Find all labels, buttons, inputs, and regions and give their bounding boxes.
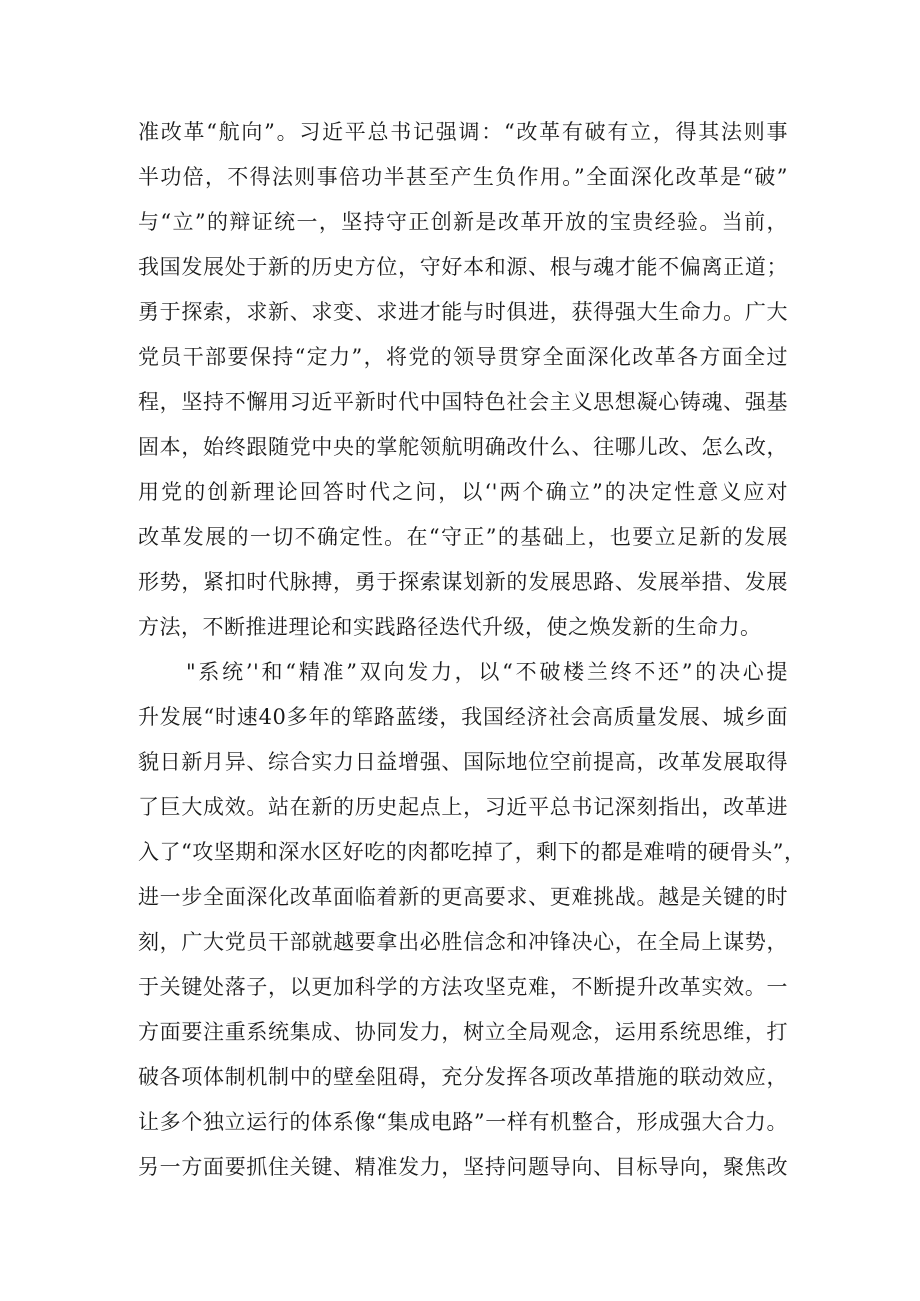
text-line: 方面要注重系统集成、协同发力，树立全局观念，运用系统思维，打 [138, 1020, 788, 1044]
text-line: 与“立”的辩证统一，坚持守正创新是改革开放的宝贵经验。当前， [138, 210, 788, 234]
text-line: 勇于探索，求新、求变、求进才能与时俱进，获得强大生命力。广大 [138, 300, 788, 324]
text-line: 升发展“时速40多年的筚路蓝缕，我国经济社会高质量发展、城乡面 [138, 705, 788, 729]
text-line: 方法，不断推进理论和实践路径迭代升级，使之焕发新的生命力。 [138, 615, 762, 639]
text-line: 党员干部要保持“定力”，将党的领导贯穿全面深化改革各方面全过 [138, 345, 788, 369]
text-line: 形势，紧扣时代脉搏，勇于探索谋划新的发展思路、发展举措、发展 [138, 570, 788, 594]
text-line: 程，坚持不懈用习近平新时代中国特色社会主义思想凝心铸魂、强基 [138, 390, 788, 414]
text-line: 准改革“航向”。习近平总书记强调：“改革有破有立，得其法则事 [138, 120, 788, 144]
body-text [138, 110, 806, 1190]
text-line: 改革发展的一切不确定性。在“守正”的基础上，也要立足新的发展 [138, 525, 788, 549]
text-line: 固本，始终跟随党中央的掌舵领航明确改什么、往哪儿改、怎么改， [138, 435, 788, 459]
text-line: 用党的创新理论回答时代之问，以‘'两个确立”的决定性意义应对 [138, 480, 788, 504]
text-line: 另一方面要抓住关键、精准发力，坚持问题导向、目标导向，聚焦改 [138, 1155, 788, 1179]
text-line: 入了“攻坚期和深水区好吃的肉都吃掉了，剩下的都是难啃的硬骨头”， [138, 840, 806, 864]
text-line: 了巨大成效。站在新的历史起点上，习近平总书记深刻指出，改革进 [138, 795, 788, 819]
text-line: 破各项体制机制中的壁垒阻碍，充分发挥各项改革措施的联动效应， [138, 1065, 788, 1089]
text-line: 我国发展处于新的历史方位，守好本和源、根与魂才能不偏离正道； [138, 255, 788, 279]
paragraph-first-line: "系统’'和“精准”双向发力，以“不破楼兰终不还”的决心提 [186, 660, 788, 684]
text-line: 于关键处落子，以更加科学的方法攻坚克难，不断提升改革实效。一 [138, 975, 788, 999]
text-line: 半功倍，不得法则事倍功半甚至产生负作用。”全面深化改革是“破” [138, 165, 788, 189]
text-line: 刻，广大党员干部就越要拿出必胜信念和冲锋决心，在全局上谋势， [138, 930, 788, 954]
text-line: 进一步全面深化改革面临着新的更高要求、更难挑战。越是关键的时 [138, 885, 788, 909]
text-line: 貌日新月异、综合实力日益增强、国际地位空前提高，改革发展取得 [138, 750, 788, 774]
text-line: 让多个独立运行的体系像“集成电路”一样有机整合，形成强大合力。 [138, 1110, 788, 1134]
